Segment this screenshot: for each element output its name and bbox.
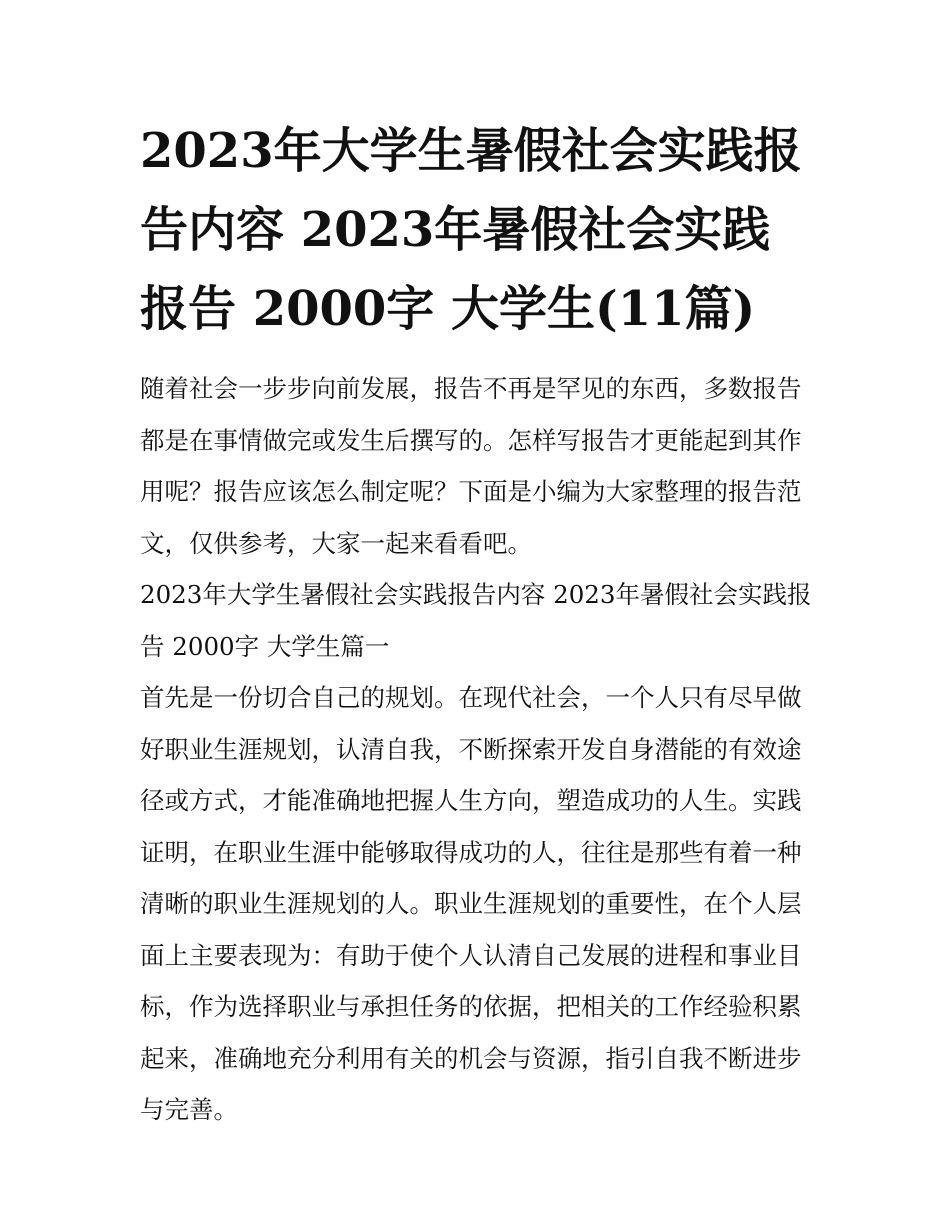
- text-line: 面上主要表现为：有助于使个人认清自己发展的进程和事业目: [140, 940, 802, 970]
- document-content: [140, 112, 812, 1136]
- text-line: 文，仅供参考，大家一起来看看吧。: [140, 528, 532, 558]
- section-title-line: 告 2000字 大学生篇一: [140, 631, 390, 661]
- title-line: 报告 2000字 大学生(11篇): [140, 281, 756, 337]
- body-paragraph: [140, 672, 812, 1136]
- text-line: 好职业生涯规划，认清自我，不断探索开发自身潜能的有效途: [140, 734, 802, 764]
- text-line: 首先是一份切合自己的规划。在现代社会，一个人只有尽早做: [140, 683, 802, 712]
- title-line: 告内容 2023年暑假社会实践: [140, 202, 771, 258]
- text-line: 径或方式，才能准确地把握人生方向，塑造成功的人生。实践: [140, 786, 802, 815]
- section-title-line: 2023年大学生暑假社会实践报告内容 2023年暑假社会实践报: [140, 580, 812, 609]
- text-line: 都是在事情做完或发生后撰写的。怎样写报告才更能起到其作: [140, 425, 802, 455]
- document-title: [140, 112, 812, 349]
- text-line: 随着社会一步步向前发展，报告不再是罕见的东西，多数报告: [140, 374, 802, 403]
- text-line: 起来，准确地充分利用有关的机会与资源，指引自我不断进步: [140, 1043, 802, 1073]
- text-line: 用呢？报告应该怎么制定呢？下面是小编为大家整理的报告范: [140, 477, 802, 506]
- intro-paragraph: [140, 363, 812, 569]
- text-line: 标，作为选择职业与承担任务的依据，把相关的工作经验积累: [140, 992, 802, 1021]
- text-line: 清晰的职业生涯规划的人。职业生涯规划的重要性，在个人层: [140, 889, 802, 918]
- text-line: 与完善。: [140, 1095, 238, 1124]
- title-line: 2023年大学生暑假社会实践报: [140, 123, 802, 179]
- section-title: [140, 569, 812, 672]
- text-line: 证明，在职业生涯中能够取得成功的人，往往是那些有着一种: [140, 837, 802, 867]
